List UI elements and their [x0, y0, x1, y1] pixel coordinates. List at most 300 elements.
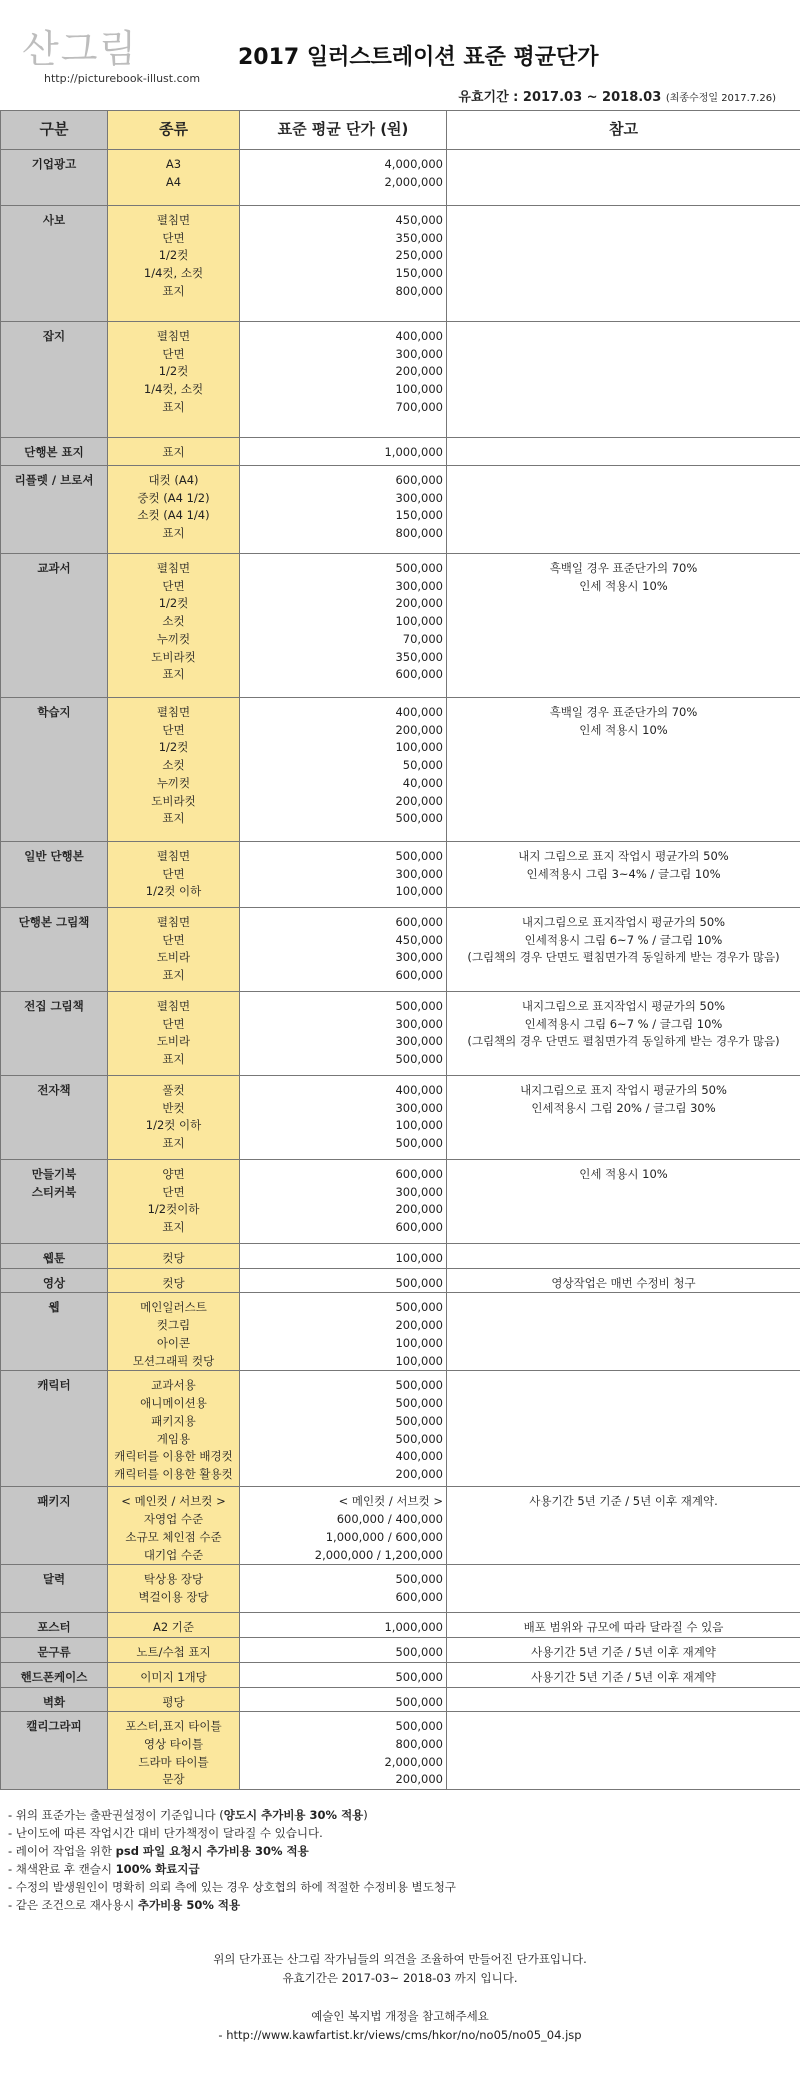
price-line: 2,000,000 — [384, 174, 443, 189]
table-row — [1, 1076, 800, 1160]
price-line: 1,000,000 / 600,000 — [325, 1529, 443, 1544]
notes-line: 인세 적용시 10% — [579, 722, 668, 737]
notes-cell — [447, 1662, 800, 1687]
type-cell — [108, 1244, 240, 1269]
type-line: 도비라 — [156, 1034, 191, 1049]
price-cell — [240, 554, 447, 698]
category-cell — [1, 842, 108, 908]
category-line: 만들기북 — [31, 1167, 77, 1181]
type-line: 평당 — [162, 1694, 185, 1709]
price-table — [0, 110, 800, 1790]
price-line: 150,000 — [395, 266, 443, 281]
category-line: 사보 — [42, 213, 66, 227]
type-line: 표지 — [162, 445, 185, 459]
price-line: 450,000 — [395, 213, 443, 227]
type-line: 표지 — [162, 399, 185, 414]
type-line: 양면 — [162, 1167, 185, 1181]
type-line: 1/2컷 — [158, 248, 189, 263]
notes-line: 인세 적용시 10% — [579, 578, 668, 593]
type-line: 애니메이션용 — [140, 1396, 207, 1411]
price-line: 500,000 — [395, 1136, 443, 1151]
notes-line: 흑백일 경우 표준단가의 70% — [549, 561, 698, 575]
type-line: 아이콘 — [156, 1335, 191, 1350]
price-line: 100,000 — [395, 1353, 443, 1368]
type-cell — [108, 206, 240, 322]
category-cell — [1, 554, 108, 698]
closing-text — [0, 1950, 800, 2045]
type-line: 펼침면 — [156, 915, 191, 929]
notes-cell — [447, 1565, 800, 1613]
footer-note: - 같은 조건으로 재사용시 추가비용 50% 적용 — [8, 1898, 241, 1912]
type-line: 1/2컷 이하 — [145, 884, 202, 899]
closing-line: 유효기간은 2017-03~ 2018-03 까지 입니다. — [282, 1971, 518, 1985]
site-url[interactable]: http://picturebook-illust.com — [44, 72, 201, 85]
category-cell — [1, 1244, 108, 1269]
price-line: 600,000 — [395, 1220, 443, 1235]
table-row — [1, 842, 800, 908]
type-cell — [108, 1076, 240, 1160]
notes-line: (그림책의 경우 단면도 펼침면가격 동일하게 받는 경우가 많음) — [467, 950, 780, 965]
notes-line: 내지그림으로 표지작업시 평균가의 50% — [521, 999, 726, 1013]
notes-line: 인세적용시 그림 20% / 글그림 30% — [531, 1100, 716, 1115]
type-line: 풀컷 — [162, 1083, 185, 1097]
notes-cell — [447, 1371, 800, 1487]
price-cell — [240, 698, 447, 842]
price-cell — [240, 1244, 447, 1269]
price-cell — [240, 1613, 447, 1638]
category-cell — [1, 1687, 108, 1712]
category-line: 전집 그림책 — [24, 999, 84, 1013]
table-row — [1, 1268, 800, 1293]
category-line: 단행본 표지 — [24, 445, 84, 459]
category-cell — [1, 1638, 108, 1663]
type-cell — [108, 992, 240, 1076]
notes-line: 인세적용시 그림 6~7 % / 글그림 10% — [524, 932, 723, 947]
last-modified: (최종수정일 2017.7.26) — [665, 93, 776, 104]
type-line: 단면 — [162, 932, 185, 947]
price-line: 500,000 — [395, 1719, 443, 1734]
type-line: 드라마 타이틀 — [138, 1754, 209, 1769]
type-cell — [108, 1371, 240, 1487]
price-line: 200,000 — [395, 1772, 443, 1787]
notes-cell — [447, 150, 800, 206]
category-cell — [1, 1487, 108, 1565]
price-line: 100,000 — [395, 614, 443, 629]
category-line: 캘리그라피 — [26, 1719, 82, 1734]
category-line: 일반 단행본 — [24, 849, 84, 863]
price-line: < 메인컷 / 서브컷 > — [338, 1494, 443, 1509]
price-line: 250,000 — [395, 248, 443, 263]
type-line: 1/2컷 — [158, 596, 189, 611]
category-line: 캐릭터 — [37, 1378, 71, 1393]
type-line: 1/2컷 — [158, 740, 189, 755]
type-line: 펼침면 — [156, 329, 191, 343]
type-line: 탁상용 장당 — [143, 1572, 204, 1587]
category-line: 웹툰 — [42, 1251, 66, 1265]
type-cell — [108, 466, 240, 554]
price-line: 100,000 — [395, 884, 443, 899]
type-cell — [108, 1293, 240, 1371]
price-line: 600,000 — [395, 1590, 443, 1605]
category-cell — [1, 908, 108, 992]
notes-cell — [447, 466, 800, 554]
type-line: 1/2컷이하 — [147, 1202, 200, 1217]
notes-line: (그림책의 경우 단면도 펼침면가격 동일하게 받는 경우가 많음) — [467, 1034, 780, 1049]
type-cell — [108, 1687, 240, 1712]
category-line: 기업광고 — [31, 157, 77, 171]
type-line: 문장 — [162, 1772, 185, 1787]
table-row — [1, 1662, 800, 1687]
notes-cell — [447, 698, 800, 842]
price-cell — [240, 466, 447, 554]
notes-cell — [447, 1293, 800, 1371]
notes-cell — [447, 322, 800, 438]
type-cell — [108, 1160, 240, 1244]
price-line: 100,000 — [395, 1251, 443, 1265]
table-row — [1, 1687, 800, 1712]
type-line: 1/4컷, 소컷 — [143, 266, 204, 281]
category-cell — [1, 150, 108, 206]
notes-cell — [447, 206, 800, 322]
notes-line: 인세 적용시 10% — [579, 1167, 668, 1181]
reference-link[interactable]: - http://www.kawfartist.kr/views/cms/hkor/no/no05/no05_04.jsp — [218, 2028, 582, 2042]
price-cell — [240, 1371, 447, 1487]
price-line: 2,000,000 — [384, 1754, 443, 1769]
column-header-notes: 참고 — [447, 111, 800, 150]
table-row — [1, 206, 800, 322]
price-line: 800,000 — [395, 283, 443, 298]
type-line: 컷그림 — [156, 1318, 191, 1333]
table-row — [1, 1638, 800, 1663]
price-line: 200,000 — [395, 1466, 443, 1481]
type-line: 소규모 체인점 수준 — [125, 1529, 222, 1544]
price-line: 40,000 — [402, 775, 443, 790]
price-cell — [240, 1160, 447, 1244]
price-line: 200,000 — [395, 1318, 443, 1333]
category-line: 영상 — [42, 1275, 66, 1290]
type-line: 중컷 (A4 1/2) — [137, 490, 210, 505]
price-line: 500,000 — [395, 1645, 443, 1660]
type-line: 단면 — [162, 866, 185, 881]
table-row — [1, 698, 800, 842]
price-cell — [240, 1687, 447, 1712]
price-cell — [240, 438, 447, 466]
type-line: 영상 타이틀 — [143, 1736, 204, 1751]
type-line: 단면 — [162, 1184, 185, 1199]
type-cell — [108, 1268, 240, 1293]
category-line: 핸드폰케이스 — [20, 1669, 88, 1684]
footer-note: - 난이도에 따른 작업시간 대비 단가책정이 달라질 수 있습니다. — [8, 1826, 323, 1840]
notes-cell — [447, 1487, 800, 1565]
type-line: 표지 — [162, 1052, 185, 1067]
price-line: 100,000 — [395, 1118, 443, 1133]
notes-line: 사용기간 5년 기준 / 5년 이후 재계약 — [531, 1669, 716, 1684]
footer-note: - 레이어 작업을 위한 psd 파일 요청시 추가비용 30% 적용 — [8, 1844, 309, 1858]
notes-line: 내지그림으로 표지 작업시 평균가의 50% — [520, 1083, 727, 1097]
table-row — [1, 322, 800, 438]
type-cell — [108, 554, 240, 698]
type-line: 1/2컷 이하 — [145, 1118, 202, 1133]
column-header-category: 구분 — [1, 111, 108, 150]
price-line: 500,000 — [395, 1413, 443, 1428]
closing-line: 예술인 복지법 개정을 참고해주세요 — [311, 2009, 489, 2023]
price-line: 500,000 — [395, 1275, 443, 1290]
type-line: 소컷 — [162, 614, 185, 629]
notes-cell — [447, 1268, 800, 1293]
price-line: 600,000 — [395, 667, 443, 682]
category-cell — [1, 1565, 108, 1613]
price-line: 400,000 — [395, 1449, 443, 1464]
type-line: 단면 — [162, 578, 185, 593]
type-line: 펼침면 — [156, 849, 191, 863]
price-cell — [240, 1565, 447, 1613]
type-line: 반컷 — [162, 1100, 185, 1115]
table-row — [1, 438, 800, 466]
category-cell — [1, 1712, 108, 1790]
table-row — [1, 1160, 800, 1244]
category-line: 전자책 — [37, 1083, 71, 1097]
type-line: 펼침면 — [156, 705, 191, 719]
type-cell — [108, 322, 240, 438]
type-line: 벽걸이용 장당 — [138, 1590, 209, 1605]
type-line: 표지 — [162, 811, 185, 826]
category-line: 잡지 — [42, 329, 66, 343]
validity-text: 유효기간 : 2017.03 ~ 2018.03 — [458, 90, 662, 105]
notes-cell — [447, 992, 800, 1076]
category-line: 학습지 — [37, 705, 71, 719]
price-cell — [240, 206, 447, 322]
price-line: 200,000 — [395, 793, 443, 808]
type-line: 포스터,표지 타이틀 — [125, 1719, 222, 1734]
notes-cell — [447, 554, 800, 698]
type-line: A3 — [165, 157, 182, 171]
price-line: 2,000,000 / 1,200,000 — [314, 1547, 443, 1562]
price-cell — [240, 1268, 447, 1293]
type-line: 펼침면 — [156, 213, 191, 227]
price-line: 500,000 — [395, 1669, 443, 1684]
notes-line: 사용기간 5년 기준 / 5년 이후 재계약. — [529, 1494, 718, 1509]
category-line: 리플렛 / 브로셔 — [14, 473, 94, 487]
price-line: 500,000 — [395, 1572, 443, 1587]
type-line: 표지 — [162, 1220, 185, 1235]
type-line: A2 기준 — [152, 1620, 195, 1635]
type-line: 모션그래픽 컷당 — [132, 1353, 215, 1368]
type-line: 펼침면 — [156, 561, 191, 575]
type-line: 패키지용 — [151, 1413, 196, 1428]
notes-line: 인세적용시 그림 6~7 % / 글그림 10% — [524, 1016, 723, 1031]
category-cell — [1, 1076, 108, 1160]
type-line: 캐릭터를 이용한 배경컷 — [114, 1449, 233, 1464]
price-line: 500,000 — [395, 1396, 443, 1411]
table-row — [1, 908, 800, 992]
price-line: 300,000 — [395, 866, 443, 881]
type-cell — [108, 1613, 240, 1638]
notes-cell — [447, 1613, 800, 1638]
type-line: 1/4컷, 소컷 — [143, 382, 204, 397]
price-line: 300,000 — [395, 346, 443, 361]
type-line: 대컷 (A4) — [148, 473, 199, 487]
price-line: 400,000 — [395, 1083, 443, 1097]
type-cell — [108, 842, 240, 908]
price-line: 300,000 — [395, 490, 443, 505]
category-line: 포스터 — [37, 1620, 71, 1635]
price-line: 1,000,000 — [384, 445, 443, 459]
table-header-row — [1, 111, 800, 150]
table-row — [1, 992, 800, 1076]
price-line: 500,000 — [395, 811, 443, 826]
category-line: 웹 — [48, 1300, 60, 1315]
type-line: 도비라 — [156, 950, 191, 965]
price-line: 600,000 / 400,000 — [336, 1512, 443, 1527]
notes-line: 영상작업은 매번 수정비 청구 — [551, 1275, 696, 1290]
price-line: 700,000 — [395, 399, 443, 414]
type-line: 단면 — [162, 230, 185, 245]
price-cell — [240, 150, 447, 206]
type-line: 대기업 수준 — [143, 1547, 204, 1562]
price-line: 4,000,000 — [384, 157, 443, 171]
type-line: 도비라컷 — [151, 793, 196, 808]
type-cell — [108, 1662, 240, 1687]
type-line: 이미지 1개당 — [140, 1669, 207, 1684]
price-line: 500,000 — [395, 1694, 443, 1709]
footer-note: - 채색완료 후 캔슬시 100% 화료지급 — [8, 1862, 200, 1876]
price-line: 50,000 — [402, 758, 443, 773]
type-cell — [108, 438, 240, 466]
type-cell — [108, 698, 240, 842]
type-cell — [108, 1565, 240, 1613]
footer-notes — [8, 1806, 788, 1914]
category-cell — [1, 1662, 108, 1687]
price-cell — [240, 1712, 447, 1790]
type-line: 도비라컷 — [151, 649, 196, 664]
notes-cell — [447, 1160, 800, 1244]
price-line: 500,000 — [395, 1300, 443, 1315]
type-line: 메인일러스트 — [140, 1300, 207, 1315]
table-row — [1, 466, 800, 554]
column-header-price: 표준 평균 단가 (원) — [240, 111, 447, 150]
type-line: 표지 — [162, 1136, 185, 1151]
type-line: 소컷 (A4 1/4) — [137, 508, 210, 523]
notes-cell — [447, 1712, 800, 1790]
page-header — [0, 0, 800, 110]
notes-line: 내지그림으로 표지작업시 평균가의 50% — [521, 915, 726, 929]
type-line: 1/2컷 — [158, 364, 189, 379]
category-cell — [1, 1268, 108, 1293]
price-line: 300,000 — [395, 1016, 443, 1031]
table-row — [1, 1613, 800, 1638]
notes-cell — [447, 908, 800, 992]
footer-note: - 위의 표준가는 출판권설정이 기준입니다 (양도시 추가비용 30% 적용) — [8, 1808, 368, 1822]
type-line: 단면 — [162, 346, 185, 361]
price-line: 400,000 — [395, 329, 443, 343]
category-line: 단행본 그림책 — [18, 915, 90, 929]
price-line: 100,000 — [395, 382, 443, 397]
type-line: 누끼컷 — [156, 775, 191, 790]
price-cell — [240, 322, 447, 438]
price-line: 200,000 — [395, 1202, 443, 1217]
price-cell — [240, 1638, 447, 1663]
type-cell — [108, 1638, 240, 1663]
type-line: 표지 — [162, 283, 185, 298]
type-line: 단면 — [162, 722, 185, 737]
notes-line: 배포 범위와 규모에 따라 달라질 수 있음 — [523, 1620, 724, 1635]
type-cell — [108, 150, 240, 206]
price-line: 200,000 — [395, 722, 443, 737]
table-row — [1, 1293, 800, 1371]
page-title: 2017 일러스트레이션 표준 평균단가 — [238, 45, 599, 70]
notes-line: 사용기간 5년 기준 / 5년 이후 재계약 — [531, 1645, 716, 1660]
price-line: 350,000 — [395, 230, 443, 245]
notes-line: 흑백일 경우 표준단가의 70% — [549, 705, 698, 719]
price-line: 400,000 — [395, 705, 443, 719]
type-line: 교과서용 — [151, 1378, 196, 1393]
price-line: 300,000 — [395, 578, 443, 593]
notes-cell — [447, 1638, 800, 1663]
column-header-type: 종류 — [108, 111, 240, 150]
type-line: 컷당 — [162, 1251, 185, 1265]
table-row — [1, 1244, 800, 1269]
price-line: 70,000 — [402, 631, 443, 646]
price-line: 300,000 — [395, 950, 443, 965]
price-line: 500,000 — [395, 849, 443, 863]
type-cell — [108, 1712, 240, 1790]
category-cell — [1, 1160, 108, 1244]
notes-cell — [447, 842, 800, 908]
price-line: 500,000 — [395, 561, 443, 575]
category-cell — [1, 466, 108, 554]
price-line: 200,000 — [395, 596, 443, 611]
type-line: 표지 — [162, 968, 185, 983]
category-line: 달력 — [42, 1572, 66, 1587]
price-cell — [240, 1487, 447, 1565]
category-cell — [1, 206, 108, 322]
price-cell — [240, 1662, 447, 1687]
price-line: 500,000 — [395, 1431, 443, 1446]
table-row — [1, 1371, 800, 1487]
category-cell — [1, 698, 108, 842]
category-line: 패키지 — [37, 1494, 71, 1509]
type-line: 캐릭터를 이용한 활용컷 — [114, 1466, 233, 1481]
category-cell — [1, 1293, 108, 1371]
price-line: 300,000 — [395, 1034, 443, 1049]
type-line: 표지 — [162, 526, 185, 541]
type-line: 펼침면 — [156, 999, 191, 1013]
price-table-body — [1, 150, 800, 1790]
price-line: 500,000 — [395, 999, 443, 1013]
price-line: 300,000 — [395, 1184, 443, 1199]
notes-cell — [447, 1244, 800, 1269]
category-cell — [1, 1613, 108, 1638]
notes-cell — [447, 1687, 800, 1712]
price-line: 100,000 — [395, 1335, 443, 1350]
table-row — [1, 150, 800, 206]
price-line: 500,000 — [395, 1052, 443, 1067]
category-line: 스티커북 — [31, 1184, 77, 1199]
type-line: 단면 — [162, 1016, 185, 1031]
notes-line: 인세적용시 그림 3~4% / 글그림 10% — [526, 866, 721, 881]
sangeurim-logo: 산그림 — [22, 27, 139, 71]
type-line: 자영업 수준 — [143, 1512, 204, 1527]
category-cell — [1, 438, 108, 466]
footer-note: - 수정의 발생원인이 명확히 의뢰 측에 있는 경우 상호협의 하에 적절한 수정비용 별도청구 — [8, 1880, 456, 1894]
type-line: < 메인컷 / 서브컷 > — [121, 1494, 226, 1509]
price-line: 200,000 — [395, 364, 443, 379]
category-cell — [1, 1371, 108, 1487]
table-row — [1, 1565, 800, 1613]
category-line: 문구류 — [37, 1645, 71, 1660]
price-line: 300,000 — [395, 1100, 443, 1115]
notes-cell — [447, 438, 800, 466]
